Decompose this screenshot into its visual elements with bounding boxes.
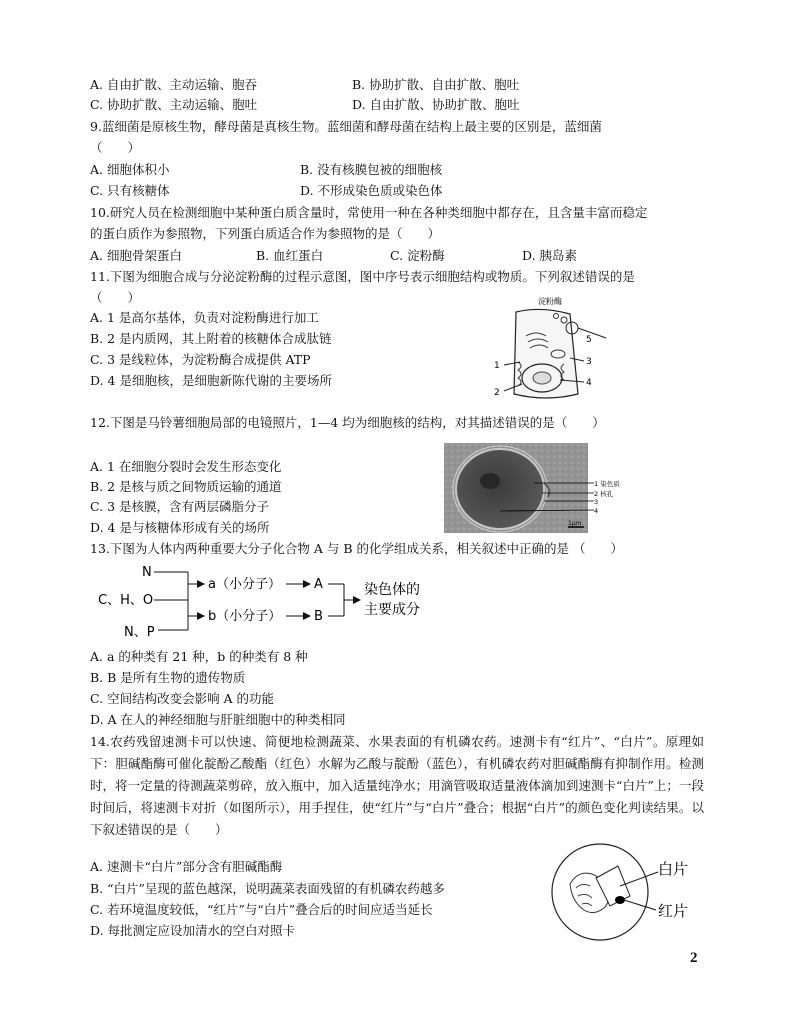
diagram-macro-b: B — [314, 609, 323, 624]
diagram-result-1: 染色体的 — [364, 582, 420, 598]
diagram-b: b（小分子） — [208, 609, 282, 624]
q13-option-d: D. A 在人的神经细胞与肝脏细胞中的种类相同 — [90, 712, 346, 727]
composition-diagram — [96, 560, 436, 640]
q12-stem: 12.下图是马铃薯细胞局部的电镜照片，1—4 均为细胞核的结构，对其描述错误的是（ ） — [90, 415, 605, 430]
fig11-label-2: 2 — [494, 388, 500, 398]
q10-option-c: C. 淀粉酶 — [390, 248, 445, 263]
q12-option-c: C. 3 是核膜，含有两层磷脂分子 — [90, 499, 269, 514]
q10-stem-2: 的蛋白质作为参照物，下列蛋白质适合作为参照物的是（ ） — [90, 226, 441, 241]
q12-option-b: B. 2 是核与质之间物质运输的通道 — [90, 479, 282, 494]
fig-title-label: 淀粉酶 — [538, 297, 562, 306]
diagram-a: a（小分子） — [208, 577, 281, 592]
diagram-cho: C、H、O — [98, 593, 154, 608]
q10-option-d: D. 胰岛素 — [522, 248, 578, 263]
q12-option-d: D. 4 是与核糖体形成有关的场所 — [90, 520, 270, 535]
em-photo-figure — [444, 443, 620, 533]
q10-stem-1: 10.研究人员在检测细胞中某种蛋白质含量时，常使用一种在各种类细胞中都存在，且含量丰富而稳定 — [90, 205, 648, 220]
q14-paragraph: 14.农药残留速测卡可以快速、简便地检测蔬菜、水果表面的有机磷农药。速测卡有“红片”、“白片”。原理如下：胆碱酯酶可催化靛酚乙酸酯（红色）水解为乙酸与靛酚（蓝色），有机磷农药对胆碱酯酶有抑制作用。检测时，将一定量的待测蔬菜剪碎，放入瓶中，加入适量纯净水；用滴管吸取适量液体滴加到速测卡“白片”上；一段时间后，将速测卡对折（如图所示），用手捏住，使“红片”与“白片”叠合；根据“白片”的颜色变化判读结果。以下叙述错误的是（ ） — [90, 734, 704, 837]
fig12-label-1: 1 染色质 — [594, 480, 620, 488]
q14-option-b: B. “白片”呈现的蓝色越深，说明蔬菜表面残留的有机磷农药越多 — [90, 881, 445, 896]
fig14-red-label: 红片 — [658, 902, 689, 920]
fig11-label-1: 1 — [494, 361, 500, 371]
fig12-label-4: 4 — [594, 507, 599, 515]
fig12-label-3: 3 — [594, 498, 599, 506]
secretory-cell-figure — [486, 294, 612, 406]
diagram-np: N、P — [124, 625, 155, 640]
q9-option-a: A. 细胞体积小 — [90, 162, 170, 177]
q9-paren: （ ） — [90, 140, 141, 155]
q9-option-c: C. 只有核糖体 — [90, 183, 170, 198]
fig11-label-4: 4 — [586, 378, 592, 388]
fig12-label-2: 2 核孔 — [594, 490, 614, 498]
q11-stem: 11.下图为细胞合成与分泌淀粉酶的过程示意图，图中序号表示细胞结构或物质。下列叙述错误的是 — [90, 269, 635, 284]
diagram-result-2: 主要成分 — [364, 602, 420, 618]
q11-option-d: D. 4 是细胞核，是细胞新陈代谢的主要场所 — [90, 373, 332, 388]
q14-option-a: A. 速测卡“白片”部分含有胆碱酯酶 — [90, 859, 283, 874]
q10-option-b: B. 血红蛋白 — [256, 248, 324, 263]
test-card-figure — [548, 838, 708, 946]
q11-paren: （ ） — [90, 290, 141, 305]
q8-option-b: B. 协助扩散、自由扩散、胞吐 — [352, 77, 520, 92]
q8-option-c: C. 协助扩散、主动运输、胞吐 — [90, 97, 258, 112]
fig11-label-5: 5 — [586, 335, 592, 345]
q13-option-a: A. a 的种类有 21 种，b 的种类有 8 种 — [90, 649, 308, 664]
diagram-n: N — [142, 565, 152, 580]
q14-option-c: C. 若环境温度较低，“红片”与“白片”叠合后的时间应适当延长 — [90, 902, 433, 917]
diagram-macro-a: A — [314, 577, 323, 592]
q9-option-d: D. 不形成染色质或染色体 — [300, 183, 443, 198]
q8-option-a: A. 自由扩散、主动运输、胞吞 — [90, 77, 257, 92]
q9-option-b: B. 没有核膜包被的细胞核 — [300, 162, 443, 177]
q11-option-c: C. 3 是线粒体，为淀粉酶合成提供 ATP — [90, 352, 311, 367]
fig14-white-label: 白片 — [658, 860, 689, 878]
page-number: 2 — [690, 950, 698, 966]
q14-option-d: D. 每批测定应设加清水的空白对照卡 — [90, 923, 296, 938]
fig12-scale: 1μm — [568, 520, 582, 527]
q12-option-a: A. 1 在细胞分裂时会发生形态变化 — [90, 459, 282, 474]
fig11-label-3: 3 — [586, 357, 592, 367]
q10-option-a: A. 细胞骨架蛋白 — [90, 248, 182, 263]
q11-option-a: A. 1 是高尔基体，负责对淀粉酶进行加工 — [90, 310, 319, 325]
q8-option-d: D. 自由扩散、协助扩散、胞吐 — [352, 97, 520, 112]
q13-stem: 13.下图为人体内两种重要大分子化合物 A 与 B 的化学组成关系，相关叙述中正确的是 （ ） — [90, 541, 623, 556]
q9-stem: 9.蓝细菌是原核生物，酵母菌是真核生物。蓝细菌和酵母菌在结构上最主要的区别是，蓝细菌 — [90, 119, 602, 134]
q13-option-b: B. B 是所有生物的遗传物质 — [90, 670, 246, 685]
q13-option-c: C. 空间结构改变会影响 A 的功能 — [90, 691, 275, 706]
q11-option-b: B. 2 是内质网，其上附着的核糖体合成肽链 — [90, 331, 332, 346]
